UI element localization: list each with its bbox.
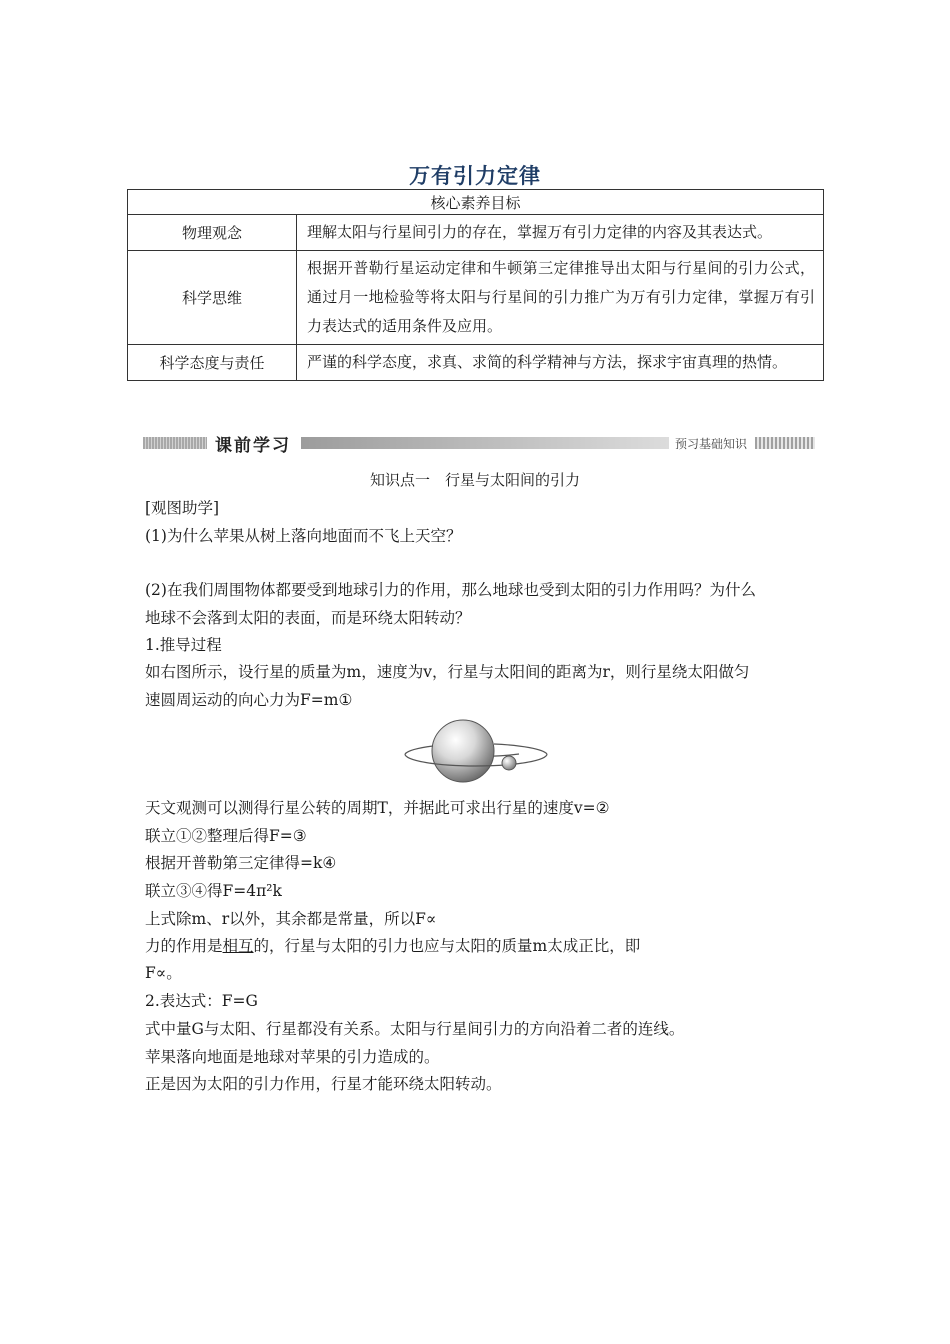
explanation-line-2: 苹果落向地面是地球对苹果的引力造成的。 [145, 1048, 440, 1066]
goals-table-header: 核心素养目标 [128, 190, 824, 215]
explanation-line-1: 式中量G与太阳、行星都没有关系。太阳与行星间引力的方向沿着二者的连线。 [145, 1020, 685, 1038]
table-row [128, 215, 824, 251]
orbit-left [405, 746, 433, 754]
heading-derivation: 1.推导过程 [145, 636, 222, 654]
underlined-term: 相互 [222, 937, 254, 955]
derivation-line-9: F∝。 [145, 964, 182, 982]
goal-text: 严谨的科学态度，求真、求简的科学精神与方法，探求宇宙真理的热情。 [297, 345, 824, 381]
table-row [128, 251, 824, 345]
section-banner [143, 431, 815, 455]
heading-expression: 2.表达式：F=G [145, 992, 258, 1010]
derivation-line-8 [145, 934, 640, 956]
banner-stripe-left [143, 437, 207, 449]
banner-title: 课前学习 [215, 436, 291, 456]
banner-subtitle: 预习基础知识 [675, 437, 748, 451]
sun-icon [432, 720, 494, 782]
banner-stripe-right [755, 437, 815, 449]
table-row [128, 345, 824, 381]
derivation-line-3: 天文观测可以测得行星公转的周期T，并据此可求出行星的速度v=② [145, 799, 610, 817]
section-title: 知识点一 行星与太阳间的引力 [369, 471, 580, 489]
question-1: (1)为什么苹果从树上落向地面而不飞上天空？ [145, 527, 462, 545]
question-2-line-2: 地球不会落到太阳的表面，而是环绕太阳转动？ [145, 609, 471, 627]
goal-label: 科学态度与责任 [128, 345, 297, 381]
banner-stripe-mid [301, 437, 669, 449]
derivation-line-1: 如右图所示，设行星的质量为m，速度为v，行星与太阳间的距离为r，则行星绕太阳做匀 [145, 663, 750, 681]
derivation-line-5: 根据开普勒第三定律得=k④ [145, 854, 337, 872]
goal-text: 理解太阳与行星间引力的存在，掌握万有引力定律的内容及其表达式。 [297, 215, 824, 251]
explanation-line-3: 正是因为太阳的引力作用，行星才能环绕太阳转动。 [145, 1075, 502, 1093]
question-2-line-1: (2)在我们周围物体都要受到地球引力的作用，那么地球也受到太阳的引力作用吗？为什么 [145, 581, 756, 599]
goal-label: 物理观念 [128, 215, 297, 251]
derivation-line-4: 联立①②整理后得F=③ [145, 827, 307, 845]
derivation-line-7: 上式除m、r以外，其余都是常量，所以F∝ [145, 910, 437, 928]
guan-tu-label: [观图助学] [145, 499, 220, 517]
goals-table [127, 189, 824, 381]
text-span: 的，行星与太阳的引力也应与太阳的质量m太成正比，即 [253, 937, 641, 955]
page-title: 万有引力定律 [409, 164, 541, 188]
planet-icon [502, 756, 516, 770]
text-span: 力的作用是 [145, 937, 223, 955]
orbit-diagram [403, 718, 549, 784]
derivation-line-2: 速圆周运动的向心力为F=m① [145, 691, 353, 709]
derivation-line-6: 联立③④得F=4π²k [145, 882, 282, 900]
goal-text: 根据开普勒行星运动定律和牛顿第三定律推导出太阳与行星间的引力公式，通过月一地检验等将太阳与行星间的引力推广为万有引力定律，掌握万有引力表达式的适用条件及应用。 [297, 251, 824, 345]
sun-planet-figure [403, 718, 549, 788]
goal-label: 科学思维 [128, 251, 297, 345]
orbit-right [494, 744, 547, 754]
